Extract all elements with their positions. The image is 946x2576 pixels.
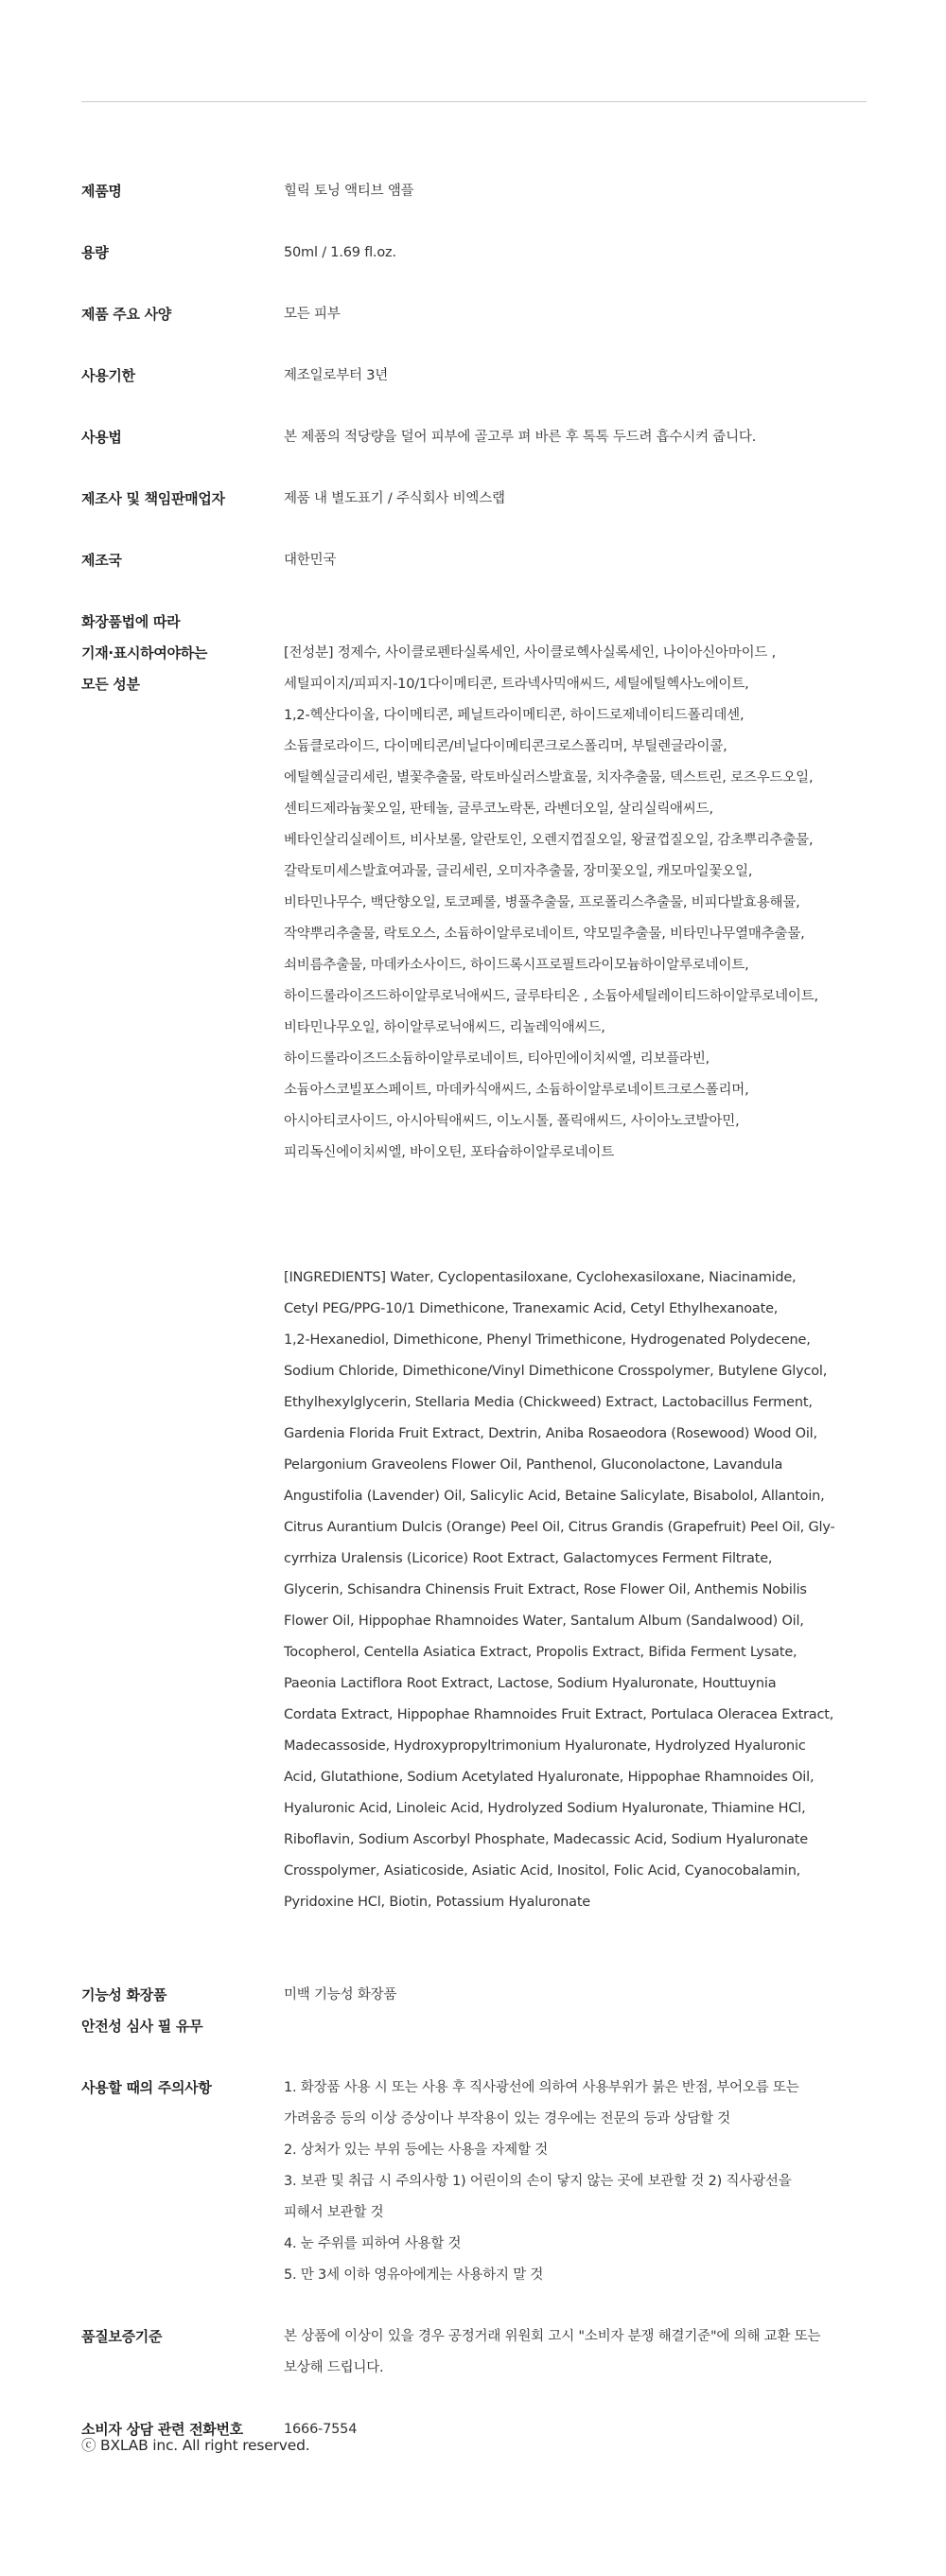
spec-label: 소비자 상담 관련 전화번호 <box>81 2421 243 2438</box>
spec-value: 1. 화장품 사용 시 또는 사용 후 직사광선에 의하여 사용부위가 붉은 반점, 부어오름 또는 가려움증 등의 이상 증상이나 부작용이 있는 경우에는 전문의 등과 상담할 것 2. 상처가 있는 부위 등에는 사용을 자제할 것 3. 보관 및 취급 시 주의사항 1) 어린이의 손이 닿지 않는 곳에 보관할 것 2) 직사광선을 피해서 보관할 것 4. 눈 주위를 피하여 사용할 것 5. 만 3세 이하 영유아에게는 사용하지 말 것 <box>284 2080 799 2283</box>
spec-row-volume <box>81 238 867 269</box>
spec-label: 화장품법에 따라 기재·표시하여야하는 모든 성분 <box>81 613 208 693</box>
footer-copyright: ⓒ BXLAB inc. All right reserved. <box>81 2437 310 2454</box>
spec-row-expiry <box>81 361 867 392</box>
spec-label: 용량 <box>81 244 109 261</box>
spec-row-product-name <box>81 176 867 207</box>
ingredients-korean: [전성분] 정제수, 사이클로펜타실록세인, 사이클로헥사실록세인, 나이아신아마이드 , 세틸피이지/피피지-10/1다이메티콘, 트라넥사믹애씨드, 세틸에틸헥사노에이트, 1,2-헥산다이올, 다이메티콘, 페닐트라이메티콘, 하이드로제네이티드폴리데센, 소듐클로라이드, 다이메티콘/비닐다이메티콘크로스폴리머, 부틸렌글라이콜, 에틸헥실글리세린, 별꽃추출물, 락토바실러스발효물, 치자추출물, 덱스트린, 로즈우드오일, 센티드제라늄꽃오일, 판테놀, 글루코노락톤, 라벤더오일, 살리실릭애씨드, 베타인살리실레이트, 비사보롤, 알란토인, 오렌지껍질오일, 왕귤껍질오일, 감초뿌리추출물, 갈락토미세스발효여과물, 글리세린, 오미자추출물, 장미꽃오일, 캐모마일꽃오일, 비타민나무수, 백단향오일, 토코페롤, 병풀추출물, 프로폴리스추출물, 비피다발효용해물, 작약뿌리추출물, 락토오스, 소듐하이알루로네이트, 약모밀추출물, 비타민나무열매추출물, 쇠비름추출물, 마데카소사이드, 하이드록시프로필트라이모늄하이알루로네이트, 하이드롤라이즈드하이알루로닉애씨드, 글루타티온 , 소듐아세틸레이티드하이알루로네이트, 비타민나무오일, 하이알루로닉애씨드, 리놀레익애씨드, 하이드롤라이즈드소듐하이알루로네이트, 티아민에이치씨엘, 리보플라빈, 소듐아스코빌포스페이트, 마데카식애씨드, 소듐하이알루로네이트크로스폴리머, 아시아티코사이드, 아시아틱애씨드, 이노시톨, 폴릭애씨드, 사이아노코발아민, 피리독신에이치씨엘, 바이오틴, 포타슘하이알루로네이트 <box>284 645 818 1160</box>
spec-label: 사용기한 <box>81 367 135 384</box>
spec-label: 품질보증기준 <box>81 2328 163 2345</box>
spec-value: 제조일로부터 3년 <box>284 368 389 383</box>
spec-value: 50ml / 1.69 fl.oz. <box>284 245 396 260</box>
spec-value: 힐릭 토닝 액티브 앰플 <box>284 184 414 199</box>
paragraph-gap <box>284 1200 867 1231</box>
spec-label: 제조사 및 책임판매업자 <box>81 490 225 507</box>
spec-value: 모든 피부 <box>284 307 341 322</box>
spec-label: 사용법 <box>81 429 122 446</box>
spec-value: 제품 내 별도표기 / 주식회사 비엑스랩 <box>284 491 505 506</box>
spec-row-main-spec <box>81 299 867 330</box>
spec-row-manufacturer <box>81 484 867 515</box>
spec-row-country <box>81 545 867 576</box>
spec-row-quality-guarantee <box>81 2321 867 2384</box>
spec-label: 제품 주요 사양 <box>81 306 171 323</box>
spec-label: 기능성 화장품 안전성 심사 필 유무 <box>81 1986 203 2035</box>
spec-label: 제품명 <box>81 183 122 200</box>
spec-value-ingredients <box>284 607 867 1950</box>
spec-value: 미백 기능성 화장품 <box>284 1987 397 2003</box>
spec-value: 1666-7554 <box>284 2422 358 2437</box>
ingredients-english: [INGREDIENTS] Water, Cyclopentasiloxane, Cyclohexasiloxane, Niacinamide, Cetyl PEG/PPG-10/1 Dimethicone, Tranexamic Acid, Cetyl Ethylhexanoate, 1,2-Hexanediol, Dimethicone, Phenyl Trimethicone, Hydrogenated Polydecene, Sodium Chloride, Dimethicone/Vinyl Dimethicone Crosspolymer, Butylene Glycol, Ethylhexylglycerin, Stellaria Media (Chickweed) Extract, Lactobacillus Ferment, Gardenia Florida Fruit Extract, Dextrin, Aniba Rosaeodora (Rosewood) Wood Oil, Pelargonium Graveolens Flower Oil, Panthenol, Gluconolactone, Lavandula Angustifolia (Lavender) Oil, Salicylic Acid, Betaine Salicylate, Bisabolol, Allantoin, Citrus Aurantium Dulcis (Orange) Peel Oil, Citrus Grandis (Grapefruit) Peel Oil, Gly- cyrrhiza Uralensis (Licorice) Root Extract, Galactomyces Ferment Filtrate, Glycerin, Schisandra Chinensis Fruit Extract, Rose Flower Oil, Anthemis Nobilis Flower Oil, Hippophae Rhamnoides Water, Santalum Album (Sandalwood) Oil, Tocopherol, Centella Asiatica Extract, Propolis Extract, Bifida Ferment Lysate, Paeonia Lactiflora Root Extract, Lactose, Sodium Hyaluronate, Houttuynia Cordata Extract, Hippophae Rhamnoides Fruit Extract, Portulaca Oleracea Extract, Madecassoside, Hydroxypropyltrimonium Hyaluronate, Hydrolyzed Hyaluronic Acid, Glutathione, Sodium Acetylated Hyaluronate, Hippophae Rhamnoides Oil, Hyaluronic Acid, Linoleic Acid, Hydrolyzed Sodium Hyaluronate, Thiamine HCl, Riboflavin, Sodium Ascorbyl Phosphate, Madecassic Acid, Sodium Hyaluronate Crosspolymer, Asiaticoside, Asiatic Acid, Inositol, Folic Acid, Cyanocobalamin, Pyridoxine HCl, Biotin, Potassium Hyaluronate <box>284 1270 835 1910</box>
spec-label: 사용할 때의 주의사항 <box>81 2079 212 2096</box>
top-divider <box>81 101 867 102</box>
spec-value: 본 상품에 이상이 있을 경우 공정거래 위원회 고시 "소비자 분쟁 해결기준"에 의해 교환 또는 보상해 드립니다. <box>284 2329 821 2375</box>
spec-value: 본 제품의 적당량을 덜어 피부에 골고루 펴 바른 후 톡톡 두드려 흡수시켜 줍니다. <box>284 430 757 445</box>
spec-row-usage <box>81 422 867 453</box>
spec-value: 대한민국 <box>284 553 337 568</box>
spec-row-functional-cosmetic <box>81 1980 867 2042</box>
spec-row-precautions <box>81 2073 867 2291</box>
spec-label: 제조국 <box>81 552 122 569</box>
spec-row-ingredients <box>81 607 867 1950</box>
product-spec-table <box>81 176 867 2476</box>
